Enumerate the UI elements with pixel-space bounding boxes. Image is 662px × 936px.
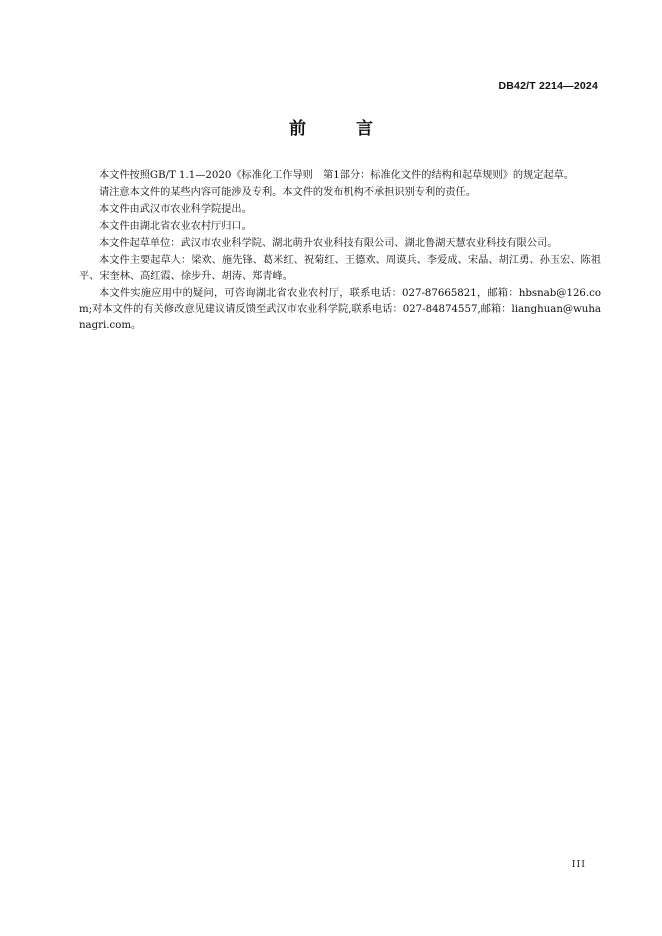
page-title: 前 言 — [289, 119, 395, 139]
paragraph-contact: 本文件实施应用中的疑问，可咨询湖北省农业农村厅，联系电话：027-87665821，邮箱：hbsnab@126.com;对本文件的有关修改意见建议请反馈至武汉市农业科学院,联系电话：027-84874557,邮箱：lianghuan@wuhanagri.com。 — [79, 288, 601, 331]
standard-code: DB42/T 2214—2024 — [498, 80, 598, 92]
paragraph-drafting-units: 本文件起草单位：武汉市农业科学院、湖北萌升农业科技有限公司、湖北鲁湖天慧农业科技有限公司。 — [99, 238, 558, 249]
document-body — [79, 168, 601, 335]
paragraph-drafting-basis: 本文件按照GB/T 1.1—2020《标准化工作导则 第1部分：标准化文件的结构和起草规则》的规定起草。 — [99, 170, 575, 181]
paragraph-proposer: 本文件由武汉市农业科学院提出。 — [99, 204, 252, 215]
page-number: III — [571, 859, 586, 870]
paragraph-administrator: 本文件由湖北省农业农村厅归口。 — [99, 221, 252, 232]
paragraph-drafters: 本文件主要起草人：梁欢、施先锋、葛米红、祝菊红、王德欢、周谟兵、李爱成、宋晶、胡江勇、孙玉宏、陈祖平、宋奎林、高红霞、徐步升、胡涛、郑青峰。 — [79, 255, 601, 282]
paragraph-patent-notice: 请注意本文件的某些内容可能涉及专利。本文件的发布机构不承担识别专利的责任。 — [99, 187, 476, 198]
